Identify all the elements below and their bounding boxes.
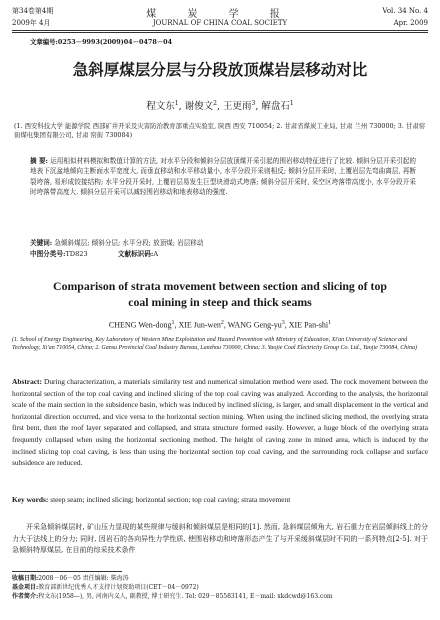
authors-cn: 程文东$^1$, 谢俊文$^2$, 王更雨$^3$, 解盘石$^1$ [146, 99, 294, 112]
affiliations-cn: (1. 西安科技大学 能源学院 西部矿井开采及灾害防治教育部重点实验室, 陕西 西安 710054; 2. 甘肃省煤炭工业局, 甘肃 兰州 730000; 3. 甘肃窑街煤电集团有限公司, 甘肃 窑街 730084) [14, 122, 426, 139]
intro-paragraph: 开采急倾斜煤层时, 矿山压力显现的某些规律与缓斜和倾斜煤层是相同的[1]. 然而, 急斜煤层倾角大, 岩石重力在岩层倾斜线上的分力大于法线上的分力; 同时, 因岩石的各向异性力学性质, 使围岩移动和垮落形态产生了与开采缓斜煤层时不同的一系列特点[2-5]. 对于急倾斜特厚煤层, 在目前的综采技术条件 [12, 523, 428, 554]
abstract-en-label: Abstract: [12, 377, 42, 386]
author-cn: 程文东 [146, 101, 175, 112]
journal-name-cn: 煤 炭 学 报 [146, 9, 294, 20]
abstract-cn-label: 摘 要: [30, 157, 48, 165]
authors-en: CHENG Wen-dong$^1$, XIE Jun-wen$^2$, WANG Geng-$yu^3$, XIE Pan-shi$^1$ [108, 320, 332, 330]
article-id: 文章编号:0253－9993(2009)04－0478－04 [30, 38, 173, 46]
footnotes [12, 574, 428, 602]
author-cn: 谢俊文 [184, 101, 214, 112]
header-rule-2 [12, 32, 428, 33]
header-rule [12, 30, 428, 31]
abstract-en-text: During characterization, a materials similarity test and numerical simulation method were used. The rock movement between the horizontal section of the top coal caving and inclined slicing of the top coal caving was analyzed. According to the analysis, the horizontal scale of the main section in the subsidence basin, which was induced by inclined slicing, is larger, and small displacement in the vertical and horizontal direction occurred, and vice versa to the horizontal section mining. When using the inclined slicing method, the overlying strata first bent, then the roof layer separated and collapsed, and strata structure formed easily. However, a huge block of the overlying strata frequently collapsed when using the horizontal sectioning method. The height of caving zone in mined area, which is induced by the inclined slicing top coal caving, is less than using the horizontal section top coal caving, and the surrounding rock collapse and surface subsidence are reduced. [12, 377, 428, 468]
doc-code-value: A [153, 250, 159, 258]
keywords-en-text: steep seam; inclined slicing; horizontal section; top coal caving; strata movement [50, 495, 291, 504]
keywords-cn [30, 238, 416, 248]
affiliations-en: (1. School of Energy Engineering, Key Laboratory of Western Mine Exploitation and Hazard Prevention with Ministry of Education, Xi'an University of Science and Technology, Xi'an 710054, China; 2. Gansu Provincial Coal Industry Bureau, Lanzhou 730000, China; 3. Yaojie Coal Electricity Group Co. Ltd., Yaojie 730084, China) [12, 337, 417, 352]
author-cn: 解盘石 [261, 101, 290, 112]
classification-line [30, 249, 416, 259]
keywords-en [12, 494, 428, 506]
footnote-received: 收稿日期:2008－06－05 责任编辑: 柴海涛 [12, 575, 129, 582]
author-cn: 王更雨 [223, 101, 252, 112]
footnote-rule [12, 571, 122, 572]
footnote-author-bio: 作者简介:程文东(1958—), 男, 河南内义人, 副教授, 博士研究生. Tel: 029－85583141, E－mail: xkdcwd@163.com [12, 593, 333, 601]
journal-name-en: JOURNAL OF CHINA COAL SOCIETY [152, 19, 288, 27]
volume-number-en: Vol. 34 No. 4 [382, 7, 428, 15]
abstract-cn-text: 运用相似材料模拟和数值计算的方法, 对水平分段和倾斜分层放顶煤开采引起的围岩移动特征进行了比较. 倾斜分层开采引起的地表下沉盆地倾向主断面水平宽度大, 而垂直移动和水平移动量小, 水平分段开采则相反; 倾斜分层开采时, 上覆岩层先弯曲离层, 再断裂垮落, 易形成铰接结构; 水平分段开采时, 上覆岩层易发生巨型块滑动式垮落; 倾斜分层开采时, 采空区垮落带高度小, 水平分段开采时垮落带高度大. 倾斜分层开采可以减轻围岩移动和地表移动的强度. [30, 157, 416, 197]
title-en-line2: coal mining in steep and thick seams [128, 295, 312, 309]
footnote-funding: 基金项目:教育部新世纪优秀人才支持计划资助项目(CET－04－0972) [12, 584, 199, 592]
clc-value: TD823 [65, 250, 88, 258]
clc-label: 中图分类号: [30, 250, 66, 258]
keywords-en-label: Key words: [12, 495, 49, 504]
date-en: Apr. 2009 [393, 19, 428, 27]
author-en: WANG Geng-yu [227, 320, 282, 330]
keywords-cn-text: 急倾斜煤层; 倾斜分层; 水平分段; 放顶煤; 岩层移动 [54, 239, 204, 247]
issue-date: 2009年 4月 [12, 19, 51, 27]
doc-code-label: 文献标识码: [117, 250, 154, 258]
author-en: XIE Pan-shi [288, 320, 329, 330]
author-en: XIE Jun-wen [178, 320, 221, 330]
abstract-en [12, 376, 428, 469]
title-en-line1: Comparison of strata movement between section and slicing of top [53, 279, 387, 293]
title-en [12, 278, 428, 310]
abstract-cn [30, 156, 416, 198]
author-en: CHENG Wen-dong [108, 320, 172, 330]
title-cn: 急斜厚煤层分层与分段放顶煤岩层移动对比 [72, 61, 368, 79]
volume-issue: 第34卷第4期 [12, 7, 54, 15]
keywords-cn-label: 关键词: [30, 239, 53, 247]
